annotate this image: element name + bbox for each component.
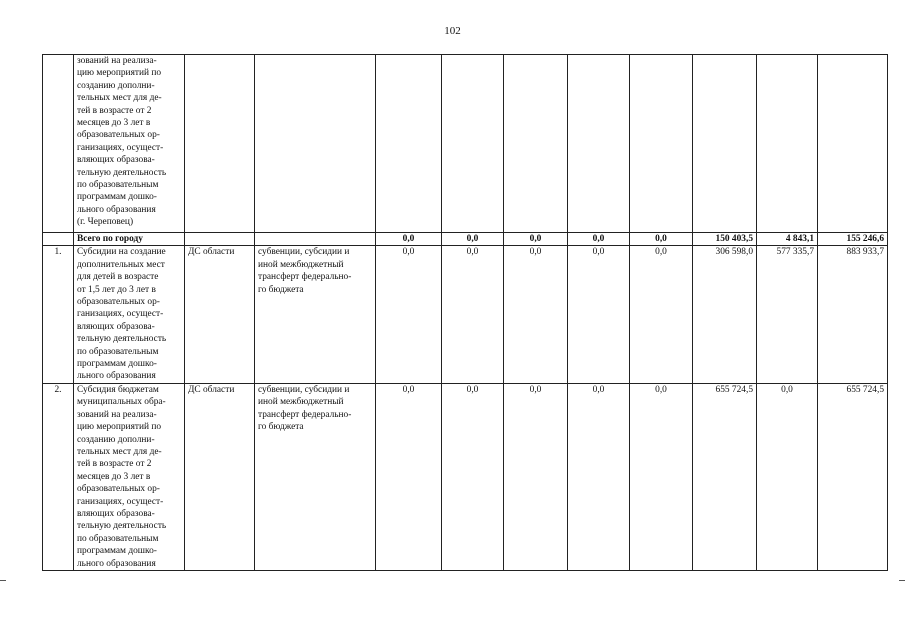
measure-name-cell: Субсидии на создание дополнительных мест для детей в возрасте от 1,5 лет до 3 лет в образовательных ор- ганизациях, осущест- вляющих образова- тельную деятельность по образовательным программам дошко- льного образования <box>74 246 185 383</box>
value-cell <box>630 55 693 233</box>
table-row <box>43 383 888 570</box>
executor-cell: ДС области <box>185 383 255 570</box>
value-cell: 883 933,7 <box>818 246 888 383</box>
value-cell <box>504 55 568 233</box>
value-cell: 0,0 <box>504 246 568 383</box>
funding-source-cell: субвенции, субсидии и иной межбюджетный трансферт федерально- го бюджета <box>255 383 376 570</box>
executor-cell: ДС области <box>185 246 255 383</box>
table-row-continuation <box>43 55 888 233</box>
executor-cell <box>185 55 255 233</box>
value-cell: 0,0 <box>442 233 504 246</box>
total-label-cell: Всего по городу <box>74 233 185 246</box>
value-cell: 577 335,7 <box>757 246 818 383</box>
value-cell <box>376 55 442 233</box>
value-cell: 0,0 <box>504 383 568 570</box>
value-cell <box>818 55 888 233</box>
index-cell: 2. <box>43 383 74 570</box>
value-cell: 0,0 <box>630 383 693 570</box>
value-cell: 0,0 <box>376 383 442 570</box>
budget-table <box>42 54 888 571</box>
value-cell: 0,0 <box>757 383 818 570</box>
value-cell: 655 724,5 <box>818 383 888 570</box>
value-cell: 4 843,1 <box>757 233 818 246</box>
value-cell: 306 598,0 <box>693 246 757 383</box>
value-cell: 0,0 <box>630 233 693 246</box>
funding-source-cell: субвенции, субсидии и иной межбюджетный трансферт федерально- го бюджета <box>255 246 376 383</box>
value-cell: 655 724,5 <box>693 383 757 570</box>
value-cell: 0,0 <box>504 233 568 246</box>
value-cell: 0,0 <box>568 233 630 246</box>
scan-mark <box>899 580 905 581</box>
funding-source-cell <box>255 233 376 246</box>
table-row <box>43 246 888 383</box>
measure-name-cell: зований на реализа- цию мероприятий по созданию дополни- тельных мест для де- тей в возрасте от 2 месяцев до 3 лет в образовательных ор- ганизациях, осущест- вляющих образова- тельную деятельность по образовательным программам дошко- льного образования (г. Череповец) <box>74 55 185 233</box>
value-cell <box>442 55 504 233</box>
table-row-total <box>43 233 888 246</box>
value-cell: 155 246,6 <box>818 233 888 246</box>
measure-name-cell: Субсидия бюджетам муниципальных обра- зований на реализа- цию мероприятий по созданию дополни- тельных мест для де- тей в возрасте от 2 месяцев до 3 лет в образовательных ор- ганизациях, осущест- вляющих образова- тельную деятельность по образовательным программам дошко- льного образования <box>74 383 185 570</box>
scan-mark <box>0 580 6 581</box>
funding-source-cell <box>255 55 376 233</box>
executor-cell <box>185 233 255 246</box>
index-cell: 1. <box>43 246 74 383</box>
index-cell <box>43 233 74 246</box>
value-cell: 0,0 <box>568 246 630 383</box>
value-cell: 0,0 <box>568 383 630 570</box>
value-cell: 0,0 <box>630 246 693 383</box>
value-cell <box>693 55 757 233</box>
value-cell <box>568 55 630 233</box>
value-cell: 0,0 <box>442 246 504 383</box>
value-cell: 0,0 <box>442 383 504 570</box>
value-cell: 0,0 <box>376 233 442 246</box>
value-cell <box>757 55 818 233</box>
value-cell: 0,0 <box>376 246 442 383</box>
value-cell: 150 403,5 <box>693 233 757 246</box>
index-cell <box>43 55 74 233</box>
page-number: 102 <box>444 25 461 37</box>
